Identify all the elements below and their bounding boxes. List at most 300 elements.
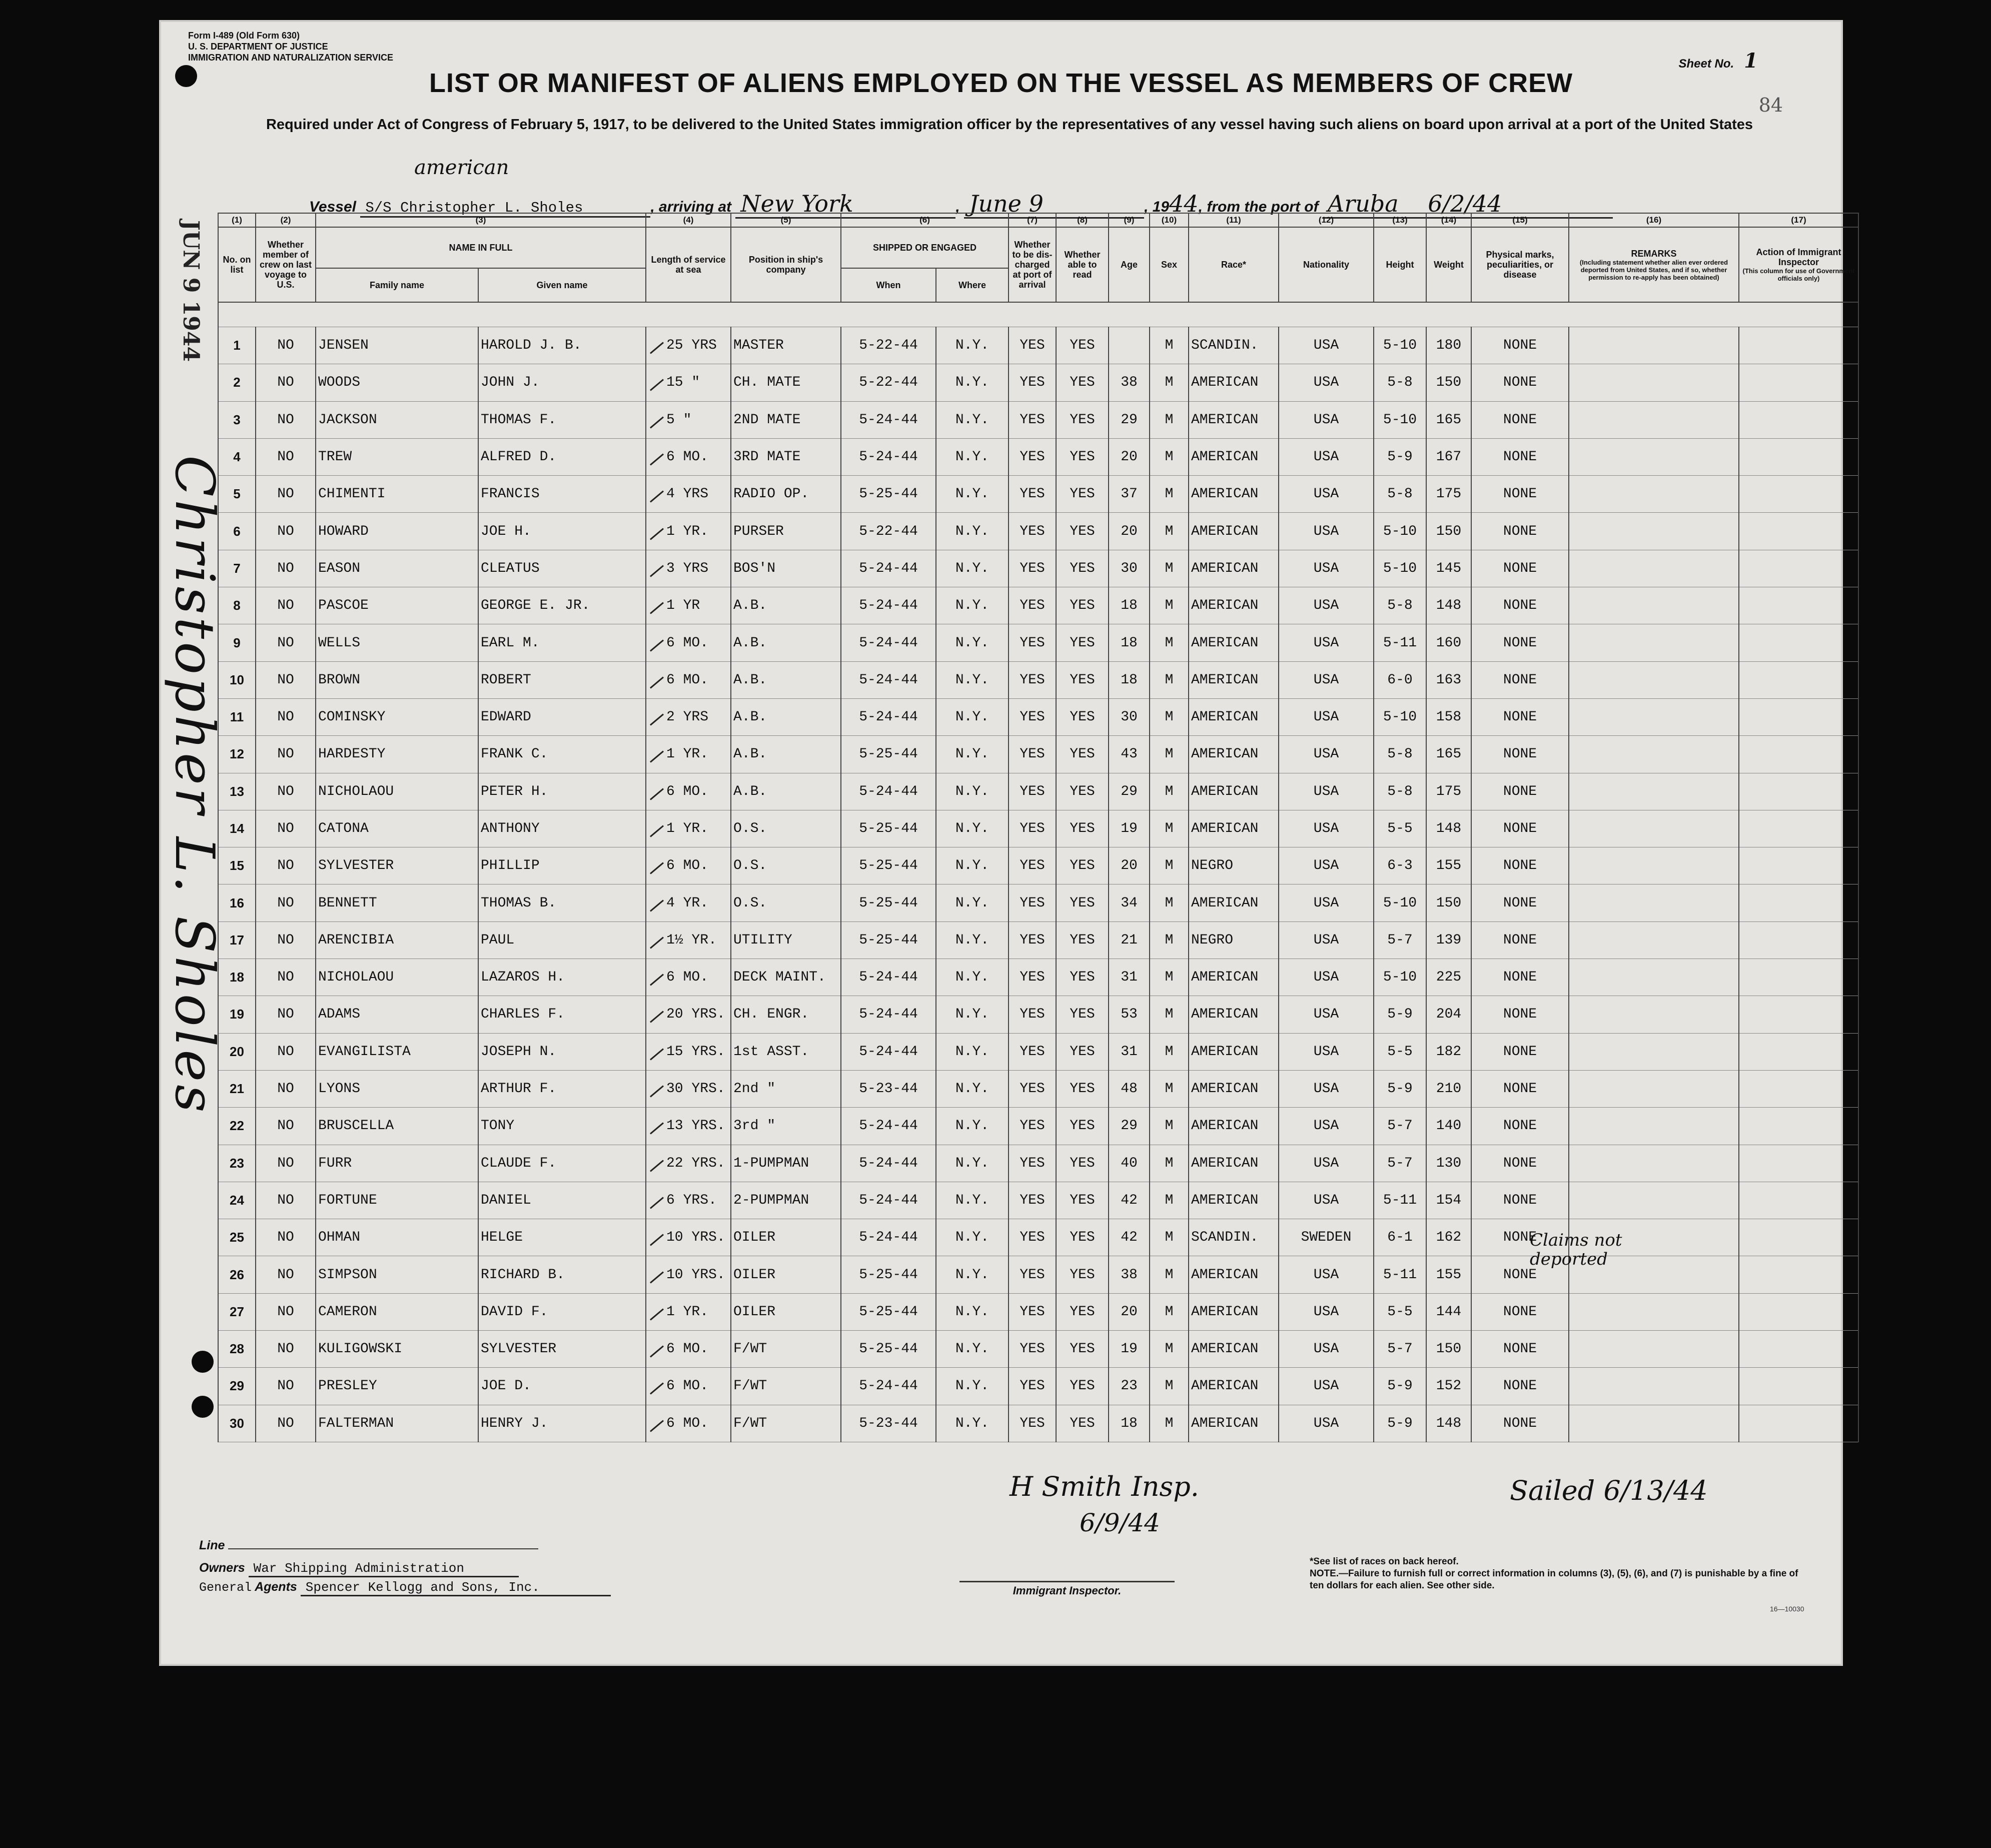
header-position: Position in ship's company — [731, 227, 841, 302]
cell-height: 5-10 — [1374, 550, 1426, 587]
column-number: (10) — [1150, 213, 1189, 227]
cell-weight: 150 — [1426, 884, 1471, 921]
table-row — [218, 884, 1858, 921]
cell-position: F/WT — [731, 1405, 841, 1442]
cell-when: 5-25-44 — [841, 1331, 936, 1368]
cell-race: AMERICAN — [1189, 1293, 1279, 1330]
cell-age: 34 — [1109, 884, 1150, 921]
cell-action — [1739, 1256, 1858, 1293]
table-row — [218, 513, 1858, 550]
cell-given: FRANK C. — [478, 736, 646, 773]
cell-given: ARTHUR F. — [478, 1070, 646, 1107]
cell-when: 5-25-44 — [841, 847, 936, 884]
vessel-nationality: american — [414, 156, 509, 179]
cell-position: A.B. — [731, 773, 841, 810]
cell-age: 20 — [1109, 513, 1150, 550]
cell-prev: NO — [256, 587, 316, 624]
cell-remarks — [1569, 476, 1739, 513]
cell-position: A.B. — [731, 661, 841, 698]
service-value: 6 MO. — [666, 672, 709, 688]
cell-given: ANTHONY — [478, 810, 646, 847]
cell-action — [1739, 587, 1858, 624]
cell-disch: YES — [1009, 1331, 1056, 1368]
cell-read: YES — [1056, 1145, 1109, 1182]
cell-height: 5-9 — [1374, 438, 1426, 475]
table-row — [218, 1293, 1858, 1330]
cell-marks: NONE — [1471, 1293, 1569, 1330]
cell-given: JOSEPH N. — [478, 1033, 646, 1070]
arriving-label: , arriving at — [650, 199, 732, 215]
cell-family: JACKSON — [316, 401, 478, 438]
cell-disch: YES — [1009, 550, 1056, 587]
cell-remarks — [1569, 1033, 1739, 1070]
cell-sex: M — [1150, 364, 1189, 401]
cell-position: CH. MATE — [731, 364, 841, 401]
table-row — [218, 1368, 1858, 1405]
cell-race: AMERICAN — [1189, 1182, 1279, 1219]
cell-remarks — [1569, 959, 1739, 996]
cell-marks: NONE — [1471, 401, 1569, 438]
cell-where: N.Y. — [936, 476, 1009, 513]
cell-sex: M — [1150, 1033, 1189, 1070]
cell-remarks — [1569, 513, 1739, 550]
header-able-read: Whether able to read — [1056, 227, 1109, 302]
cell-family: CATONA — [316, 810, 478, 847]
cell-height: 6-1 — [1374, 1219, 1426, 1256]
cell-height: 5-7 — [1374, 921, 1426, 959]
table-row — [218, 438, 1858, 475]
cell-age: 20 — [1109, 847, 1150, 884]
cell-action — [1739, 1405, 1858, 1442]
cell-family: NICHOLAOU — [316, 959, 478, 996]
cell-given: LAZAROS H. — [478, 959, 646, 996]
cell-nat: USA — [1279, 884, 1374, 921]
table-row — [218, 773, 1858, 810]
cell-when: 5-24-44 — [841, 1033, 936, 1070]
cell-marks: NONE — [1471, 476, 1569, 513]
header-nationality: Nationality — [1279, 227, 1374, 302]
cell-service — [646, 661, 731, 698]
table-row — [218, 661, 1858, 698]
cell-family: FURR — [316, 1145, 478, 1182]
cell-disch: YES — [1009, 884, 1056, 921]
service-value: 6 MO. — [666, 970, 709, 986]
cell-age: 19 — [1109, 1331, 1150, 1368]
cell-service — [646, 810, 731, 847]
cell-family: BRUSCELLA — [316, 1108, 478, 1145]
cell-action — [1739, 698, 1858, 735]
cell-when: 5-23-44 — [841, 1405, 936, 1442]
check-mark-icon — [650, 1048, 664, 1060]
cell-prev: NO — [256, 1405, 316, 1442]
cell-read: YES — [1056, 698, 1109, 735]
cell-service — [646, 401, 731, 438]
cell-disch: YES — [1009, 1405, 1056, 1442]
cell-no: 4 — [218, 438, 256, 475]
cell-family: TREW — [316, 438, 478, 475]
cell-sex: M — [1150, 1368, 1189, 1405]
cell-race: AMERICAN — [1189, 736, 1279, 773]
cell-weight: 148 — [1426, 1405, 1471, 1442]
cell-race: AMERICAN — [1189, 438, 1279, 475]
cell-disch: YES — [1009, 810, 1056, 847]
cell-remarks — [1569, 773, 1739, 810]
cell-action — [1739, 1219, 1858, 1256]
column-number: (6) — [841, 213, 1009, 227]
cell-given: RICHARD B. — [478, 1256, 646, 1293]
column-number: (9) — [1109, 213, 1150, 227]
column-number: (15) — [1471, 213, 1569, 227]
cell-sex: M — [1150, 1256, 1189, 1293]
cell-nat: USA — [1279, 773, 1374, 810]
document-title: LIST OR MANIFEST OF ALIENS EMPLOYED ON THE VESSEL AS MEMBERS OF CREW — [429, 68, 1573, 98]
cell-nat: USA — [1279, 847, 1374, 884]
header-last-voyage: Whether member of crew on last voyage to U.S. — [256, 227, 316, 302]
cell-service — [646, 1033, 731, 1070]
cell-read: YES — [1056, 884, 1109, 921]
header-where: Where — [936, 268, 1009, 302]
cell-action — [1739, 438, 1858, 475]
cell-prev: NO — [256, 1293, 316, 1330]
owners-label: Owners — [199, 1561, 245, 1575]
service-value: 6 MO. — [666, 1378, 709, 1394]
cell-service — [646, 513, 731, 550]
cell-family: CAMERON — [316, 1293, 478, 1330]
header-length-service: Length of service at sea — [646, 227, 731, 302]
punch-hole — [175, 65, 197, 87]
cell-prev: NO — [256, 1145, 316, 1182]
arrival-port: New York — [735, 190, 955, 219]
cell-height: 5-9 — [1374, 1070, 1426, 1107]
cell-prev: NO — [256, 1219, 316, 1256]
header-action-sub: (This column for use of Government officials only) — [1742, 267, 1855, 282]
cell-read: YES — [1056, 959, 1109, 996]
cell-prev: NO — [256, 1182, 316, 1219]
check-mark-icon — [650, 565, 664, 577]
cell-given: EARL M. — [478, 624, 646, 661]
cell-weight: 225 — [1426, 959, 1471, 996]
cell-no: 29 — [218, 1368, 256, 1405]
table-row — [218, 847, 1858, 884]
cell-family: NICHOLAOU — [316, 773, 478, 810]
cell-when: 5-23-44 — [841, 1070, 936, 1107]
cell-service — [646, 847, 731, 884]
check-mark-icon — [650, 491, 664, 503]
cell-given: PHILLIP — [478, 847, 646, 884]
cell-sex: M — [1150, 661, 1189, 698]
table-row — [218, 959, 1858, 996]
cell-family: SIMPSON — [316, 1256, 478, 1293]
cell-action — [1739, 1293, 1858, 1330]
cell-prev: NO — [256, 1368, 316, 1405]
check-mark-icon — [650, 602, 664, 614]
column-number: (1) — [218, 213, 256, 227]
cell-disch: YES — [1009, 1368, 1056, 1405]
cell-age: 29 — [1109, 773, 1150, 810]
service-value: 2 YRS — [666, 709, 709, 725]
cell-nat: USA — [1279, 736, 1374, 773]
cell-service — [646, 959, 731, 996]
cell-when: 5-24-44 — [841, 624, 936, 661]
table-row — [218, 1405, 1858, 1442]
column-number: (4) — [646, 213, 731, 227]
service-value: 10 YRS. — [666, 1230, 725, 1246]
cell-age: 31 — [1109, 959, 1150, 996]
form-identifier — [188, 30, 393, 63]
cell-height: 5-11 — [1374, 1182, 1426, 1219]
cell-action — [1739, 1331, 1858, 1368]
cell-where: N.Y. — [936, 773, 1009, 810]
cell-where: N.Y. — [936, 810, 1009, 847]
check-mark-icon — [650, 1383, 664, 1395]
cell-given: PAUL — [478, 921, 646, 959]
cell-no: 11 — [218, 698, 256, 735]
service-value: 6 MO. — [666, 858, 709, 874]
header-no-on-list: No. on list — [218, 227, 256, 302]
cell-remarks — [1569, 996, 1739, 1033]
table-row — [218, 698, 1858, 735]
cell-no: 15 — [218, 847, 256, 884]
header-action-title: Action of Immigrant Inspector — [1756, 247, 1841, 267]
cell-disch: YES — [1009, 1219, 1056, 1256]
cell-when: 5-25-44 — [841, 1256, 936, 1293]
check-mark-icon — [650, 1346, 664, 1358]
cell-service — [646, 1331, 731, 1368]
cell-where: N.Y. — [936, 327, 1009, 364]
header-when: When — [841, 268, 936, 302]
cell-where: N.Y. — [936, 364, 1009, 401]
departure-port: Aruba — [1327, 190, 1399, 217]
cell-action — [1739, 1033, 1858, 1070]
cell-prev: NO — [256, 661, 316, 698]
cell-where: N.Y. — [936, 1368, 1009, 1405]
cell-where: N.Y. — [936, 1219, 1009, 1256]
header-given-name: Given name — [478, 268, 646, 302]
cell-height: 5-8 — [1374, 773, 1426, 810]
table-row — [218, 1182, 1858, 1219]
cell-where: N.Y. — [936, 1405, 1009, 1442]
cell-marks: NONE — [1471, 550, 1569, 587]
table-row — [218, 736, 1858, 773]
cell-remarks — [1569, 1108, 1739, 1145]
cell-marks: NONE — [1471, 1331, 1569, 1368]
service-value: 4 YRS — [666, 486, 709, 502]
cell-read: YES — [1056, 476, 1109, 513]
cell-sex: M — [1150, 1331, 1189, 1368]
cell-marks: NONE — [1471, 624, 1569, 661]
cell-sex: M — [1150, 327, 1189, 364]
cell-marks: NONE — [1471, 327, 1569, 364]
cell-disch: YES — [1009, 327, 1056, 364]
cell-no: 18 — [218, 959, 256, 996]
cell-position: O.S. — [731, 884, 841, 921]
cell-position: DECK MAINT. — [731, 959, 841, 996]
cell-given: HAROLD J. B. — [478, 327, 646, 364]
cell-age: 48 — [1109, 1070, 1150, 1107]
service-value: 15 " — [666, 375, 700, 391]
cell-age: 40 — [1109, 1145, 1150, 1182]
cell-no: 24 — [218, 1182, 256, 1219]
departure-date: 6/2/44 — [1428, 190, 1502, 217]
check-mark-icon — [650, 1271, 664, 1283]
cell-height: 5-10 — [1374, 513, 1426, 550]
cell-when: 5-24-44 — [841, 587, 936, 624]
vessel-label: Vessel — [309, 199, 356, 215]
cell-age: 42 — [1109, 1182, 1150, 1219]
cell-sex: M — [1150, 1145, 1189, 1182]
cell-sex: M — [1150, 1070, 1189, 1107]
cell-remarks — [1569, 1145, 1739, 1182]
cell-nat: USA — [1279, 1368, 1374, 1405]
cell-prev: NO — [256, 624, 316, 661]
footer-notes — [1310, 1556, 1810, 1592]
table-row — [218, 810, 1858, 847]
cell-action — [1739, 847, 1858, 884]
cell-given: CHARLES F. — [478, 996, 646, 1033]
cell-prev: NO — [256, 1108, 316, 1145]
cell-service — [646, 996, 731, 1033]
cell-action — [1739, 810, 1858, 847]
cell-read: YES — [1056, 624, 1109, 661]
cell-disch: YES — [1009, 513, 1056, 550]
cell-marks: NONE — [1471, 959, 1569, 996]
cell-sex: M — [1150, 810, 1189, 847]
cell-remarks — [1569, 661, 1739, 698]
cell-when: 5-24-44 — [841, 996, 936, 1033]
check-mark-icon — [650, 714, 664, 726]
cell-position: A.B. — [731, 736, 841, 773]
cell-disch: YES — [1009, 438, 1056, 475]
column-number: (12) — [1279, 213, 1374, 227]
cell-prev: NO — [256, 438, 316, 475]
cell-age: 20 — [1109, 1293, 1150, 1330]
cell-action — [1739, 624, 1858, 661]
cell-nat: USA — [1279, 1108, 1374, 1145]
cell-family: COMINSKY — [316, 698, 478, 735]
cell-when: 5-24-44 — [841, 773, 936, 810]
cell-race: AMERICAN — [1189, 1070, 1279, 1107]
cell-position: 2nd " — [731, 1070, 841, 1107]
cell-marks: NONE — [1471, 438, 1569, 475]
cell-when: 5-22-44 — [841, 327, 936, 364]
cell-weight: 155 — [1426, 1256, 1471, 1293]
cell-race: AMERICAN — [1189, 1256, 1279, 1293]
cell-action — [1739, 1368, 1858, 1405]
header-race: Race* — [1189, 227, 1279, 302]
cell-no: 17 — [218, 921, 256, 959]
cell-marks: NONE — [1471, 773, 1569, 810]
column-number: (11) — [1189, 213, 1279, 227]
cell-service — [646, 1182, 731, 1219]
cell-given: CLEATUS — [478, 550, 646, 587]
cell-sex: M — [1150, 587, 1189, 624]
cell-marks: NONE — [1471, 698, 1569, 735]
document-subtitle: Required under Act of Congress of February 5, 1917, to be delivered to the United States immigration officer by the representatives of any vessel having such aliens on board upon arrival at a port of the United States — [266, 117, 1753, 133]
check-mark-icon — [650, 639, 664, 651]
cell-position: A.B. — [731, 624, 841, 661]
cell-service — [646, 327, 731, 364]
cell-when: 5-24-44 — [841, 698, 936, 735]
cell-nat: USA — [1279, 1256, 1374, 1293]
service-value: 6 YRS. — [666, 1192, 717, 1208]
cell-race: AMERICAN — [1189, 1033, 1279, 1070]
cell-when: 5-24-44 — [841, 1182, 936, 1219]
cell-marks: NONE — [1471, 1256, 1569, 1293]
cell-nat: USA — [1279, 1405, 1374, 1442]
header-age: Age — [1109, 227, 1150, 302]
cell-age: 31 — [1109, 1033, 1150, 1070]
service-value: 1 YR. — [666, 821, 709, 836]
cell-disch: YES — [1009, 996, 1056, 1033]
service-value: 25 YRS — [666, 338, 717, 354]
cell-nat: USA — [1279, 624, 1374, 661]
cell-action — [1739, 1070, 1858, 1107]
cell-no: 16 — [218, 884, 256, 921]
cell-given: EDWARD — [478, 698, 646, 735]
cell-remarks — [1569, 810, 1739, 847]
punch-hole — [192, 1351, 214, 1373]
cell-service — [646, 884, 731, 921]
immigrant-inspector-line: Immigrant Inspector. — [959, 1581, 1175, 1597]
cell-where: N.Y. — [936, 1070, 1009, 1107]
check-mark-icon — [650, 1420, 664, 1432]
cell-remarks — [1569, 438, 1739, 475]
inspector-signature: H Smith Insp. — [1010, 1471, 1199, 1502]
column-number: (5) — [731, 213, 841, 227]
footer-owners — [199, 1561, 519, 1577]
table-row — [218, 1145, 1858, 1182]
cell-where: N.Y. — [936, 401, 1009, 438]
service-value: 13 YRS. — [666, 1118, 725, 1134]
cell-height: 6-3 — [1374, 847, 1426, 884]
cell-prev: NO — [256, 810, 316, 847]
cell-service — [646, 698, 731, 735]
cell-family: FALTERMAN — [316, 1405, 478, 1442]
check-mark-icon — [650, 899, 664, 911]
cell-read: YES — [1056, 1182, 1109, 1219]
check-mark-icon — [650, 1234, 664, 1246]
cell-nat: USA — [1279, 959, 1374, 996]
check-mark-icon — [650, 862, 664, 874]
table-row — [218, 921, 1858, 959]
cell-weight: 155 — [1426, 847, 1471, 884]
cell-given: JOE H. — [478, 513, 646, 550]
cell-where: N.Y. — [936, 921, 1009, 959]
cell-weight: 165 — [1426, 401, 1471, 438]
cell-sex: M — [1150, 1108, 1189, 1145]
cell-disch: YES — [1009, 736, 1056, 773]
cell-weight: 182 — [1426, 1033, 1471, 1070]
cell-disch: YES — [1009, 1256, 1056, 1293]
service-name: IMMIGRATION AND NATURALIZATION SERVICE — [188, 53, 393, 63]
cell-where: N.Y. — [936, 1331, 1009, 1368]
cell-age: 37 — [1109, 476, 1150, 513]
cell-weight: 167 — [1426, 438, 1471, 475]
cell-position: MASTER — [731, 327, 841, 364]
cell-action — [1739, 1145, 1858, 1182]
cell-race: AMERICAN — [1189, 476, 1279, 513]
service-value: 3 YRS — [666, 560, 709, 576]
cell-disch: YES — [1009, 401, 1056, 438]
cell-position: UTILITY — [731, 921, 841, 959]
service-value: 1 YR. — [666, 1304, 709, 1320]
check-mark-icon — [650, 676, 664, 688]
cell-action — [1739, 921, 1858, 959]
cell-prev: NO — [256, 1070, 316, 1107]
cell-race: SCANDIN. — [1189, 327, 1279, 364]
check-mark-icon — [650, 453, 664, 465]
cell-sex: M — [1150, 513, 1189, 550]
